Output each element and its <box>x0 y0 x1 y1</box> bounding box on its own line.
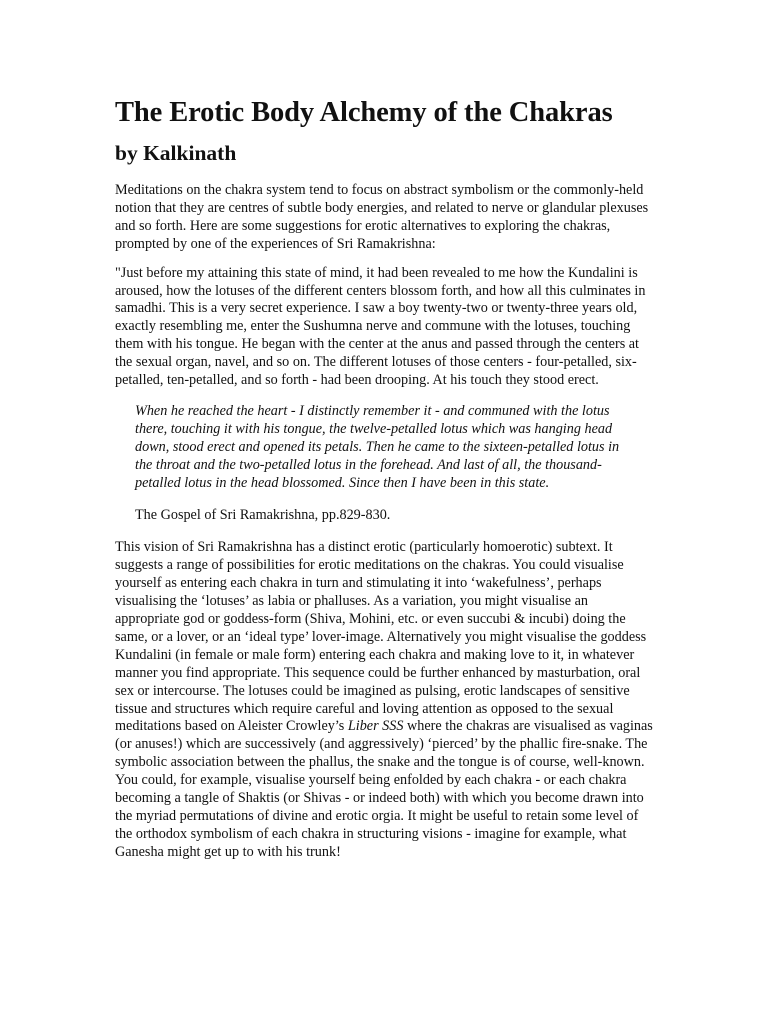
main-paragraph-part1: This vision of Sri Ramakrishna has a distinct erotic (particularly homoerotic) subtext. It suggests a range of possibilities for erotic meditations on the chakras. You could visualise yourself as entering each chakra in turn and stimulating it into ‘wakefulness’, perhaps visualising the ‘lotuses’ as labia or phalluses. As a variation, you might visualise an appropriate god or goddess-form (Shiva, Mohini, etc. or even succubi & incubi) doing the same, or a lover, or an ‘ideal type’ lover-image. Alternatively you might visualise the goddess Kundalini (in female or male form) entering each chakra and making love to it, in whatever manner you find appropriate. This sequence could be further enhanced by masturbation, oral sex or intercourse. The lotuses could be imagined as pulsing, erotic landscapes of sensitive tissue and structures which require careful and loving attention as opposed to the sexual meditations based on Aleister Crowley’s <box>115 539 647 735</box>
document-title: The Erotic Body Alchemy of the Chakras <box>115 97 613 128</box>
blockquote-source: The Gospel of Sri Ramakrishna, pp.829-830. <box>135 506 391 523</box>
liber-sss-title: Liber SSS <box>347 718 404 735</box>
quote-opening-paragraph: "Just before my attaining this state of mind, it had been revealed to me how the Kundalini is aroused, how the lotuses of the different centers blossom forth, and how all this culminates in samadhi. This is a very secret experience. I saw a boy twenty-two or twenty-three years old, exactly resembling me, enter the Sushumna nerve and commune with the lotuses, touching them with his tongue. He began with the center at the anus and passed through the centers at the sexual organ, navel, and so on. The different lotuses of those centers - four-petalled, six-petalled, ten-petalled, and so forth - had been drooping. At his touch they stood erect. <box>115 264 646 389</box>
main-paragraph-part2: where the chakras are visualised as vaginas (or anuses!) which are successively (and aggressively) ‘pierced’ by the phallic fire-snake. The symbolic association between the phallus, the snake and the tongue is of course, well-known. You could, for example, visualise yourself being enfolded by each chakra - or each chakra becoming a tangle of Shaktis (or Shivas - or indeed both) with which you become drawn into the myriad permutations of divine and erotic orgia. It might be useful to retain some level of the orthodox symbolism of each chakra in structuring visions - imagine for example, what Ganesha might get up to with his trunk! <box>115 718 653 860</box>
document-page <box>115 95 655 862</box>
main-paragraph <box>115 539 655 861</box>
document-byline: by Kalkinath <box>115 141 237 165</box>
blockquote <box>135 403 625 524</box>
intro-paragraph: Meditations on the chakra system tend to focus on abstract symbolism or the commonly-held notion that they are centres of subtle body energies, and related to nerve or glandular plexuses and so forth. Here are some suggestions for erotic alternatives to exploring the chakras, prompted by one of the experiences of Sri Ramakrishna: <box>115 182 649 252</box>
blockquote-text: When he reached the heart - I distinctly remember it - and communed with the lotus there, touching it with his tongue, the twelve-petalled lotus which was hanging head down, stood erect and opened its petals. Then he came to the sixteen-petalled lotus in the throat and the two-petalled lotus in the forehead. And last of all, the thousand-petalled lotus in the head blossomed. Since then I have been in this state. <box>135 402 620 491</box>
